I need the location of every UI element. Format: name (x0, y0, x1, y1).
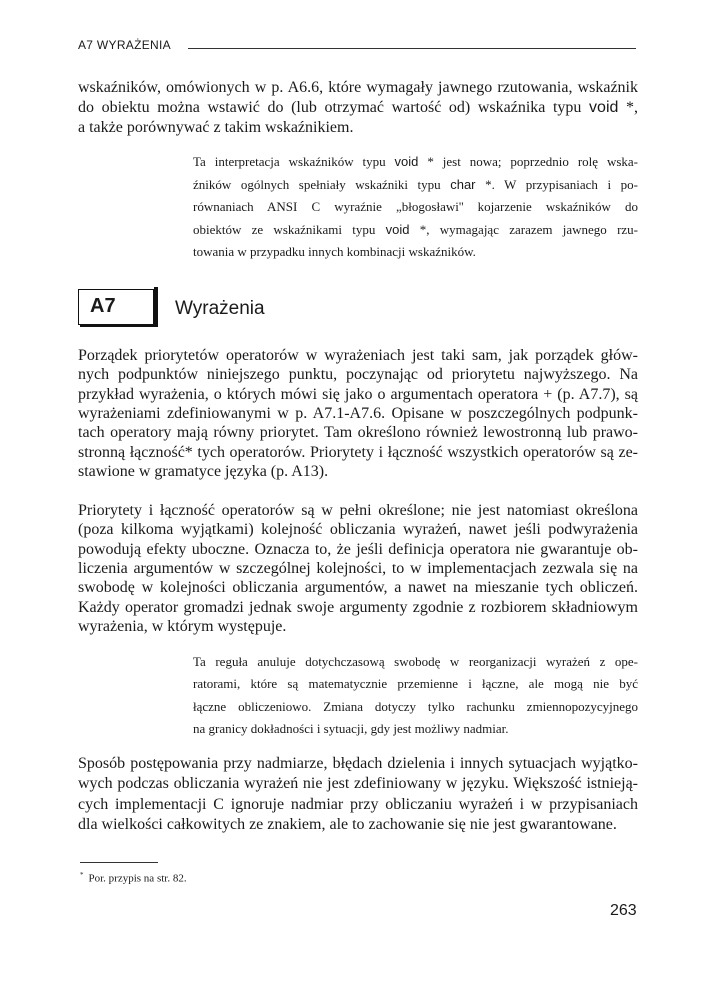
text-run: wyrażeniami zdefiniowanymi w p. A7.1-A7.6. Opisane w poszczególnych podpunk- (78, 404, 638, 422)
paragraph-line (78, 521, 638, 539)
footnote-marker: * (80, 871, 84, 879)
text-run: źników ogólnych spełniały wskaźniki typu (193, 176, 451, 192)
text-run: stronną łączność* tych operatorów. Priorytety i łączność wszystkich operatorów są ze- (78, 443, 638, 461)
text-run: *, (618, 99, 639, 116)
section-box-shadow-bottom (80, 325, 158, 327)
note-line (193, 177, 638, 193)
note-line (193, 721, 638, 737)
text-run: obiektów ze wskaźnikami typu (193, 221, 386, 237)
paragraph-line (78, 560, 638, 578)
text-run: towania w przypadku innych kombinacji wskaźników. (193, 244, 476, 260)
section-box-shadow (154, 287, 158, 327)
text-run: Sposób postępowania przy nadmiarze, błędach dzielenia i innych sytuacjach wyjątko- (78, 755, 638, 772)
note-line (193, 699, 638, 715)
text-run: Priorytety i łączność operatorów są w pełni określone; nie jest natomiast określona (78, 502, 638, 519)
paragraph-line (78, 386, 638, 404)
code-keyword: char (450, 176, 476, 192)
text-run: na granicy dokładności i sytuacji, gdy jest możliwy nadmiar. (193, 721, 509, 737)
running-header: A7 WYRAŻENIA (78, 38, 171, 52)
text-run: wych podczas obliczania wyrażeń nie jest zdefiniowany w języku. Większość istnieją- (78, 775, 638, 793)
text-run: cych implementacji C ignoruje nadmiar przy obliczaniu wyrażeń i w przypisaniach (78, 795, 638, 813)
note-line (193, 199, 638, 215)
paragraph-line (78, 347, 638, 365)
paragraph-line (78, 599, 638, 617)
paragraph-line (78, 444, 638, 462)
paragraph-line (78, 502, 638, 520)
code-keyword: void (394, 154, 419, 169)
text-run: do obiektu można wstawić do (lub otrzymać wartość od) wskaźnika typu (78, 99, 590, 116)
paragraph-line (78, 79, 638, 97)
text-run: Ta interpretacja wskaźników typu (193, 154, 395, 169)
note-line (193, 244, 638, 260)
text-run: *. W przypisaniach i po- (475, 176, 638, 192)
text-run: ratorami, które są matematycznie przemienne i łączne, ale mogą nie być (193, 676, 638, 692)
text-run: Porządek priorytetów operatorów w wyrażeniach jest taki sam, jak porządek głów- (78, 347, 638, 364)
text-run: przykład wyrażenia, o których mówi się jako o argumentach operatora + (p. A7.7), są (78, 385, 638, 403)
text-run: liczenia argumentów w szczególnej kolejności, to w implementacjach zezwala się na (78, 559, 638, 577)
section-number: A7 (90, 295, 116, 317)
text-run: dla wielkości całkowitych ze znakiem, ale to zachowanie się nie jest gwarantowane. (78, 815, 617, 833)
paragraph-line (78, 816, 638, 834)
paragraph-line (78, 463, 638, 481)
text-run: równaniach ANSI C wyraźnie „błogosławi'' kojarzenie wskaźników do (193, 199, 638, 215)
code-keyword: void (385, 221, 410, 237)
footnote-rule (80, 862, 158, 863)
note-line (193, 676, 638, 692)
paragraph-line (78, 618, 638, 636)
page-number: 263 (610, 902, 637, 919)
text-run: wyrażenia, w którym występuje. (78, 617, 287, 635)
text-run: * jest nowa; poprzednio rolę wska- (418, 154, 638, 169)
text-run: *, wymagając zarazem jawnego rzu- (409, 221, 638, 237)
paragraph-line (78, 366, 638, 384)
text-run: a także porównywać z takim wskaźnikiem. (78, 119, 354, 136)
text-run: swobodę w kolejności obliczania argumentów, a nawet na mieszanie tych obliczeń. (78, 579, 638, 597)
paragraph-line (78, 755, 638, 773)
paragraph-line (78, 579, 638, 597)
paragraph-line (78, 424, 638, 442)
paragraph-line (78, 119, 638, 137)
paragraph-line (78, 775, 638, 793)
paragraph-line (78, 99, 638, 117)
footnote-text: Por. przypis na str. 82. (88, 872, 187, 885)
code-keyword: void (589, 99, 619, 116)
text-run: powodują efekty uboczne. Oznacza to, że jeśli definicja operatora nie gwarantuje ob- (78, 540, 638, 558)
text-run: Ta reguła anuluje dotychczasową swobodę w reorganizacji wyrażeń z ope- (193, 654, 638, 669)
section-title: Wyrażenia (175, 298, 265, 319)
paragraph-line (78, 541, 638, 559)
text-run: łączne obliczeniowo. Zmiana dotyczy tylko rachunku zmiennopozycyjnego (193, 698, 638, 714)
header-rule (188, 48, 636, 49)
text-run: nych podpunktów niniejszego punktu, poczynając od priorytetu najwyższego. Na (78, 366, 638, 384)
paragraph-line (78, 405, 638, 423)
text-run: wskaźników, omówionych w p. A6.6, które wymagały jawnego rzutowania, wskaźnik (78, 79, 638, 96)
text-run: (poza kilkoma wyjątkami) kolejność obliczania wyrażeń, nawet jeśli podwyrażenia (78, 521, 638, 539)
text-run: tach operatory mają równy priorytet. Tam określono również lewostronną lub prawo- (78, 424, 638, 442)
note-line (193, 654, 638, 670)
paragraph-line (78, 796, 638, 814)
note-line (193, 222, 638, 238)
note-line (193, 154, 638, 170)
text-run: stawione w gramatyce języka (p. A13). (78, 462, 329, 480)
text-run: Każdy operator gromadzi jednak swoje argumenty zgodnie z rozbiorem składniowym (78, 598, 638, 616)
footnote (80, 871, 187, 885)
